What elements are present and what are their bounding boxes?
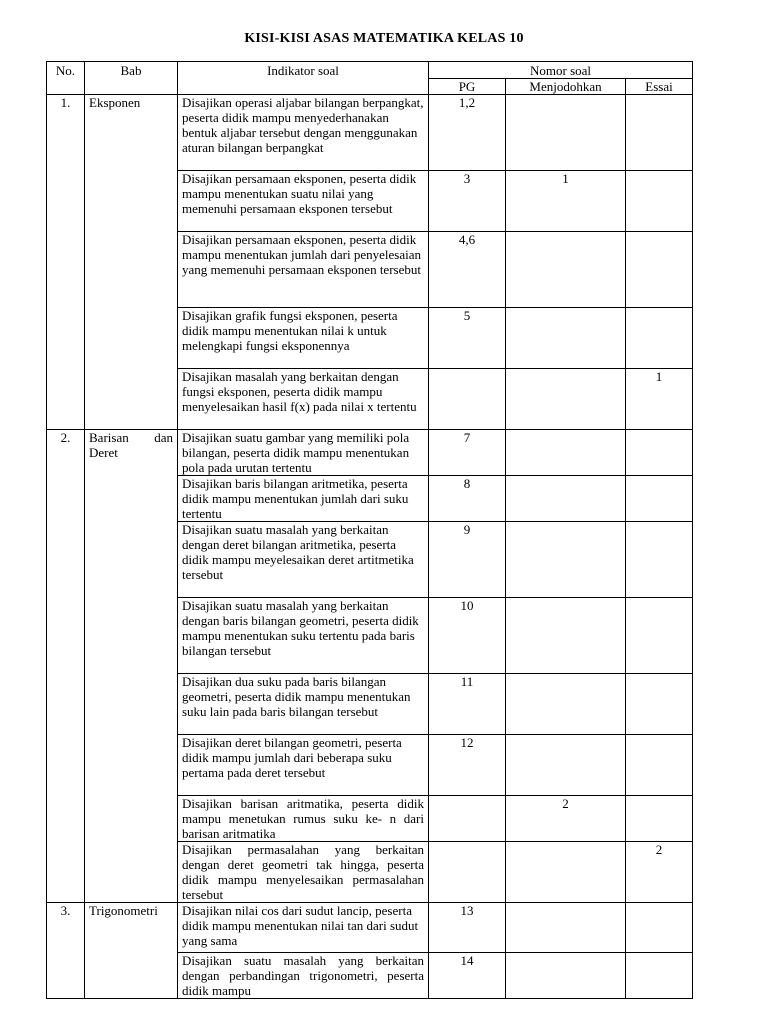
essai-cell bbox=[626, 522, 693, 598]
section-number: 3. bbox=[47, 903, 85, 999]
essai-cell bbox=[626, 953, 693, 999]
indikator-cell: Disajikan masalah yang berkaitan dengan fungsi eksponen, peserta didik mampu menyelesaikan hasil f(x) pada nilai x tertentu bbox=[178, 369, 429, 430]
table-row bbox=[47, 903, 693, 953]
menjodohkan-cell bbox=[506, 674, 626, 735]
menjodohkan-cell: 1 bbox=[506, 171, 626, 232]
essai-cell bbox=[626, 430, 693, 476]
menjodohkan-cell bbox=[506, 522, 626, 598]
menjodohkan-cell bbox=[506, 95, 626, 171]
table-row bbox=[47, 95, 693, 171]
menjodohkan-cell bbox=[506, 476, 626, 522]
essai-cell bbox=[626, 476, 693, 522]
pg-cell: 4,6 bbox=[429, 232, 506, 308]
header-pg: PG bbox=[429, 79, 506, 95]
section-number: 1. bbox=[47, 95, 85, 430]
header-no: No. bbox=[47, 62, 85, 95]
section-bab: Trigonometri bbox=[85, 903, 178, 999]
essai-cell bbox=[626, 903, 693, 953]
indikator-cell: Disajikan operasi aljabar bilangan berpangkat, peserta didik mampu menyederhanakan bentuk aljabar tersebut dengan menggunakan aturan bilangan berpangkat bbox=[178, 95, 429, 171]
pg-cell: 9 bbox=[429, 522, 506, 598]
menjodohkan-cell bbox=[506, 953, 626, 999]
pg-cell: 11 bbox=[429, 674, 506, 735]
essai-cell bbox=[626, 674, 693, 735]
indikator-cell: Disajikan suatu masalah yang berkaitan dengan deret bilangan aritmetika, peserta didik mampu meyelesaikan deret artitmetika tersebut bbox=[178, 522, 429, 598]
header-menjodohkan: Menjodohkan bbox=[506, 79, 626, 95]
essai-cell bbox=[626, 735, 693, 796]
pg-cell: 13 bbox=[429, 903, 506, 953]
indikator-cell: Disajikan suatu gambar yang memiliki pola bilangan, peserta didik mampu menentukan pola pada urutan tertentu bbox=[178, 430, 429, 476]
pg-cell bbox=[429, 369, 506, 430]
table-body bbox=[47, 95, 693, 999]
essai-cell: 1 bbox=[626, 369, 693, 430]
section-bab: Eksponen bbox=[85, 95, 178, 430]
table-row bbox=[47, 430, 693, 476]
essai-cell bbox=[626, 308, 693, 369]
header-essai: Essai bbox=[626, 79, 693, 95]
indikator-cell: Disajikan permasalahan yang berkaitan dengan deret geometri tak hingga, peserta didik mampu menyelesaikan permasalahan tersebut bbox=[178, 842, 429, 903]
pg-cell: 5 bbox=[429, 308, 506, 369]
indikator-cell: Disajikan barisan aritmatika, peserta didik mampu menetukan rumus suku ke- n dari barisan aritmatika bbox=[178, 796, 429, 842]
header-nomor-soal: Nomor soal bbox=[429, 62, 693, 79]
pg-cell: 14 bbox=[429, 953, 506, 999]
menjodohkan-cell bbox=[506, 598, 626, 674]
section-number: 2. bbox=[47, 430, 85, 903]
pg-cell: 1,2 bbox=[429, 95, 506, 171]
essai-cell: 2 bbox=[626, 842, 693, 903]
header-indikator: Indikator soal bbox=[178, 62, 429, 95]
menjodohkan-cell bbox=[506, 842, 626, 903]
pg-cell bbox=[429, 796, 506, 842]
indikator-cell: Disajikan grafik fungsi eksponen, peserta didik mampu menentukan nilai k untuk melengkapi fungsi eksponennya bbox=[178, 308, 429, 369]
menjodohkan-cell bbox=[506, 430, 626, 476]
essai-cell bbox=[626, 232, 693, 308]
pg-cell: 10 bbox=[429, 598, 506, 674]
indikator-cell: Disajikan baris bilangan aritmetika, peserta didik mampu menentukan jumlah dari suku tertentu bbox=[178, 476, 429, 522]
pg-cell: 7 bbox=[429, 430, 506, 476]
indikator-cell: Disajikan deret bilangan geometri, peserta didik mampu jumlah dari beberapa suku pertama pada deret tersebut bbox=[178, 735, 429, 796]
kisi-kisi-table bbox=[46, 61, 693, 999]
indikator-cell: Disajikan suatu masalah yang berkaitan dengan perbandingan trigonometri, peserta didik mampu bbox=[178, 953, 429, 999]
essai-cell bbox=[626, 171, 693, 232]
essai-cell bbox=[626, 796, 693, 842]
menjodohkan-cell: 2 bbox=[506, 796, 626, 842]
indikator-cell: Disajikan suatu masalah yang berkaitan dengan baris bilangan geometri, peserta didik mampu menentukan suku tertentu pada baris bilangan tersebut bbox=[178, 598, 429, 674]
essai-cell bbox=[626, 95, 693, 171]
indikator-cell: Disajikan persamaan eksponen, peserta didik mampu menentukan jumlah dari penyelesaian yang memenuhi persamaan eksponen tersebut bbox=[178, 232, 429, 308]
pg-cell: 12 bbox=[429, 735, 506, 796]
pg-cell: 3 bbox=[429, 171, 506, 232]
indikator-cell: Disajikan persamaan eksponen, peserta didik mampu menentukan suatu nilai yang memenuhi persamaan eksponen tersebut bbox=[178, 171, 429, 232]
pg-cell bbox=[429, 842, 506, 903]
essai-cell bbox=[626, 598, 693, 674]
menjodohkan-cell bbox=[506, 308, 626, 369]
header-bab: Bab bbox=[85, 62, 178, 95]
document-title: KISI-KISI ASAS MATEMATIKA KELAS 10 bbox=[244, 31, 524, 46]
pg-cell: 8 bbox=[429, 476, 506, 522]
section-bab: Barisan dan Deret bbox=[85, 430, 178, 903]
menjodohkan-cell bbox=[506, 232, 626, 308]
menjodohkan-cell bbox=[506, 903, 626, 953]
menjodohkan-cell bbox=[506, 735, 626, 796]
indikator-cell: Disajikan nilai cos dari sudut lancip, peserta didik mampu menentukan nilai tan dari sudut yang sama bbox=[178, 903, 429, 953]
menjodohkan-cell bbox=[506, 369, 626, 430]
indikator-cell: Disajikan dua suku pada baris bilangan geometri, peserta didik mampu menentukan suku lain pada baris bilangan tersebut bbox=[178, 674, 429, 735]
